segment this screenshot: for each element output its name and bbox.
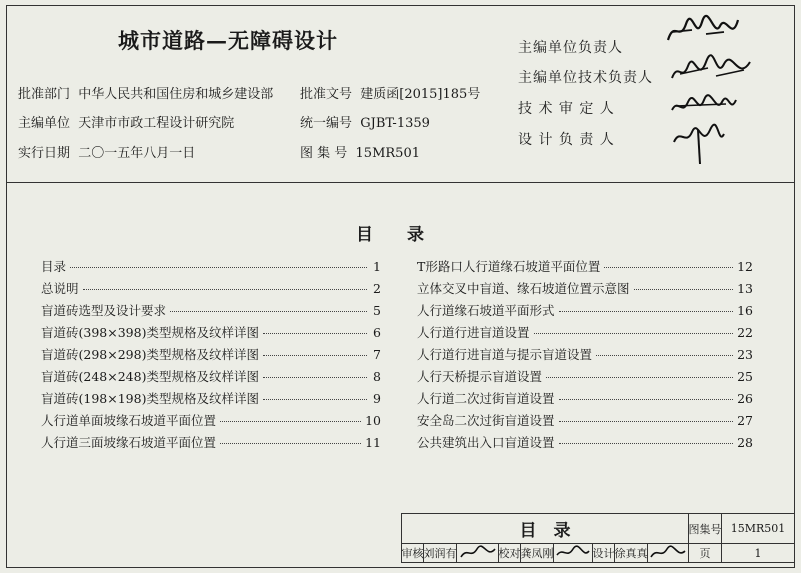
sign-label-chief-editor: 主编单位负责人	[518, 40, 623, 56]
approval-dept-row	[18, 83, 273, 102]
page-label: 页	[689, 544, 722, 563]
header-divider	[7, 182, 794, 183]
toc-entry[interactable]: T形路口人行道缘石坡道平面位置 12	[417, 259, 753, 274]
editor-unit: 天津市市政工程设计研究院	[78, 116, 235, 131]
checker-name: 龚凤刚	[521, 544, 554, 563]
unified-no: GJBT-1359	[360, 116, 430, 131]
atlas-no-label: 图 集 号	[300, 146, 348, 161]
editor-unit-row	[18, 112, 234, 131]
sign-label-tech-lead: 主编单位技术负责人	[518, 70, 653, 86]
toc-entry[interactable]: 盲道砖选型及设计要求 5	[41, 303, 381, 318]
check-label: 校对	[499, 544, 521, 563]
atlas-no-row	[300, 142, 420, 161]
toc-entry[interactable]: 人行道行进盲道与提示盲道设置 23	[417, 347, 753, 362]
toc-entry[interactable]: 立体交叉中盲道、缘石坡道位置示意图 13	[417, 281, 753, 296]
signature-reviewer	[668, 92, 738, 122]
page-number: 1	[722, 544, 795, 563]
reviewer-signature	[457, 544, 499, 563]
approval-doc: 建质函[2015]185号	[360, 87, 481, 102]
design-label: 设计	[593, 544, 615, 563]
sign-label-design-lead: 设 计 负 责 人	[518, 132, 615, 148]
designer-name: 徐真真	[615, 544, 648, 563]
impl-date-label: 实行日期	[18, 146, 71, 161]
toc-heading: 目 录	[356, 225, 424, 245]
impl-date-row	[18, 142, 195, 161]
atlas-no: 15MR501	[355, 146, 420, 161]
title-block-atlas-no-label: 图集号	[689, 514, 722, 544]
toc-entry[interactable]: 人行道行进盲道设置 22	[417, 325, 753, 340]
toc-right-column	[417, 257, 753, 455]
unified-no-label: 统一编号	[300, 116, 353, 131]
toc-entry[interactable]: 安全岛二次过街盲道设置 27	[417, 413, 753, 428]
toc-entry[interactable]: 人行道缘石坡道平面形式 16	[417, 303, 753, 318]
toc-entry[interactable]: 盲道砖(198×198)类型规格及纹样详图 9	[41, 391, 381, 406]
title-block	[401, 513, 795, 563]
toc-entry[interactable]: 人行道二次过街盲道设置 26	[417, 391, 753, 406]
toc-entry[interactable]: 盲道砖(248×248)类型规格及纹样详图 8	[41, 369, 381, 384]
checker-signature	[554, 544, 593, 563]
toc-left-column	[41, 257, 381, 455]
approval-dept: 中华人民共和国住房和城乡建设部	[78, 87, 274, 102]
toc-entry[interactable]: 公共建筑出入口盲道设置 28	[417, 435, 753, 450]
approval-doc-row	[300, 83, 480, 102]
approval-doc-label: 批准文号	[300, 87, 353, 102]
review-label: 审核	[402, 544, 424, 563]
title-block-atlas-no: 15MR501	[722, 514, 795, 544]
toc-entry[interactable]: 人行道单面坡缘石坡道平面位置 10	[41, 413, 381, 428]
unified-no-row	[300, 112, 430, 131]
toc-entry[interactable]: 人行道三面坡缘石坡道平面位置 11	[41, 435, 381, 450]
sign-label-reviewer: 技 术 审 定 人	[518, 101, 615, 117]
toc-entry[interactable]: 人行天桥提示盲道设置 25	[417, 369, 753, 384]
designer-signature	[648, 544, 689, 563]
toc-entry[interactable]: 目录 1	[41, 259, 381, 274]
toc-entry[interactable]: 总说明 2	[41, 281, 381, 296]
signature-design-lead	[668, 120, 728, 166]
approval-dept-label: 批准部门	[18, 87, 71, 102]
impl-date: 二〇一五年八月一日	[78, 146, 196, 161]
atlas-title: 城市道路—无障碍设计	[118, 28, 338, 53]
editor-unit-label: 主编单位	[18, 116, 71, 131]
title-block-title: 目 录	[402, 514, 689, 544]
toc-entry[interactable]: 盲道砖(298×298)类型规格及纹样详图 7	[41, 347, 381, 362]
signature-chief-editor	[662, 12, 742, 52]
reviewer-name: 刘润有	[424, 544, 457, 563]
signature-tech-lead	[668, 52, 754, 90]
toc-entry[interactable]: 盲道砖(398×398)类型规格及纹样详图 6	[41, 325, 381, 340]
